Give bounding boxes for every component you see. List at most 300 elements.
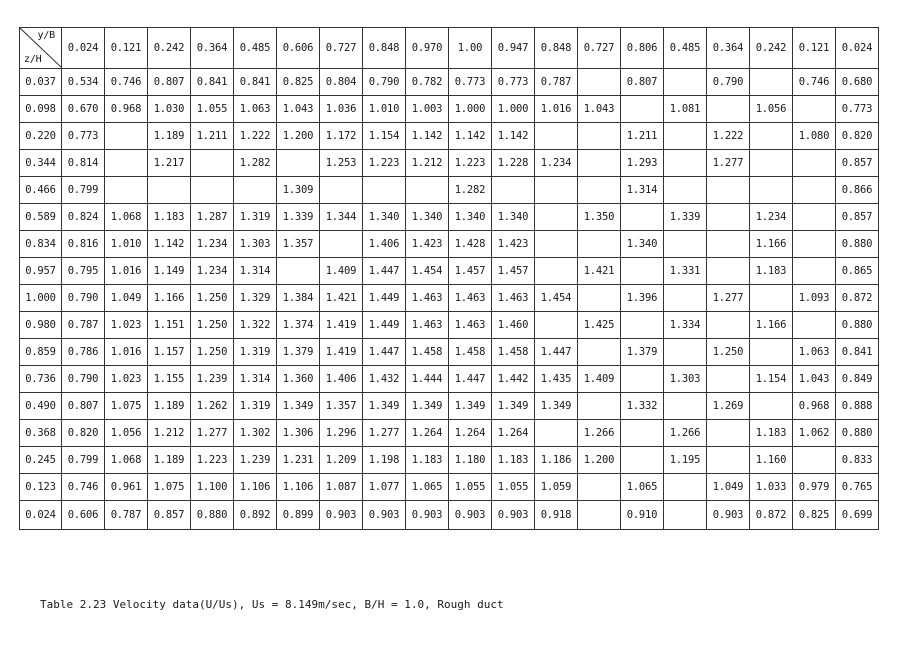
velocity-cell: 1.350 — [578, 204, 621, 231]
velocity-cell: 0.880 — [836, 420, 879, 447]
velocity-cell: 0.787 — [535, 69, 578, 96]
velocity-cell — [664, 69, 707, 96]
velocity-cell: 1.234 — [535, 150, 578, 177]
velocity-cell: 1.234 — [191, 258, 234, 285]
velocity-cell: 1.016 — [105, 258, 148, 285]
velocity-cell: 0.841 — [191, 69, 234, 96]
column-header: 0.947 — [492, 28, 535, 69]
velocity-cell: 0.880 — [836, 312, 879, 339]
row-header-z: 0.859 — [20, 339, 62, 366]
velocity-cell: 1.454 — [406, 258, 449, 285]
velocity-cell — [191, 177, 234, 204]
velocity-cell — [621, 96, 664, 123]
velocity-cell: 1.332 — [621, 393, 664, 420]
velocity-cell: 1.334 — [664, 312, 707, 339]
row-header-z: 0.980 — [20, 312, 62, 339]
velocity-cell: 1.357 — [277, 231, 320, 258]
column-header: 0.606 — [277, 28, 320, 69]
velocity-cell — [105, 123, 148, 150]
velocity-cell — [492, 177, 535, 204]
velocity-cell — [707, 258, 750, 285]
velocity-cell: 1.068 — [105, 204, 148, 231]
velocity-cell: 1.077 — [363, 474, 406, 501]
column-header: 0.024 — [62, 28, 105, 69]
velocity-cell: 1.379 — [277, 339, 320, 366]
velocity-cell: 1.142 — [406, 123, 449, 150]
velocity-cell — [578, 339, 621, 366]
velocity-cell: 1.155 — [148, 366, 191, 393]
velocity-cell: 1.266 — [578, 420, 621, 447]
velocity-cell — [750, 339, 793, 366]
velocity-cell — [535, 312, 578, 339]
velocity-cell — [793, 204, 836, 231]
velocity-table — [19, 27, 879, 530]
velocity-cell: 1.222 — [707, 123, 750, 150]
velocity-cell: 0.773 — [62, 123, 105, 150]
velocity-cell: 1.222 — [234, 123, 277, 150]
velocity-cell: 0.787 — [105, 501, 148, 530]
velocity-cell — [320, 231, 363, 258]
velocity-cell: 0.979 — [793, 474, 836, 501]
velocity-cell — [578, 231, 621, 258]
velocity-cell: 1.250 — [191, 339, 234, 366]
velocity-cell: 1.340 — [406, 204, 449, 231]
velocity-cell: 1.349 — [449, 393, 492, 420]
velocity-cell: 0.961 — [105, 474, 148, 501]
row-header-z: 0.490 — [20, 393, 62, 420]
velocity-cell: 0.841 — [836, 339, 879, 366]
velocity-cell: 0.799 — [62, 177, 105, 204]
velocity-cell: 1.428 — [449, 231, 492, 258]
velocity-cell: 0.680 — [836, 69, 879, 96]
velocity-cell: 1.406 — [363, 231, 406, 258]
velocity-cell: 1.157 — [148, 339, 191, 366]
velocity-cell — [320, 177, 363, 204]
velocity-cell: 1.223 — [449, 150, 492, 177]
velocity-cell: 1.211 — [621, 123, 664, 150]
velocity-cell: 0.790 — [363, 69, 406, 96]
column-header: 0.364 — [191, 28, 234, 69]
header-row — [20, 28, 879, 69]
velocity-cell: 1.186 — [535, 447, 578, 474]
velocity-cell: 1.212 — [406, 150, 449, 177]
velocity-cell: 1.149 — [148, 258, 191, 285]
velocity-table-container — [19, 27, 879, 530]
velocity-cell: 1.360 — [277, 366, 320, 393]
velocity-cell — [664, 339, 707, 366]
velocity-cell: 1.339 — [664, 204, 707, 231]
velocity-cell — [750, 285, 793, 312]
table-row — [20, 177, 879, 204]
velocity-cell: 1.087 — [320, 474, 363, 501]
velocity-cell — [621, 204, 664, 231]
velocity-cell — [707, 420, 750, 447]
velocity-cell: 1.055 — [449, 474, 492, 501]
table-row — [20, 447, 879, 474]
velocity-cell: 1.314 — [234, 258, 277, 285]
velocity-cell: 1.212 — [148, 420, 191, 447]
velocity-cell: 1.303 — [664, 366, 707, 393]
velocity-cell — [105, 150, 148, 177]
velocity-cell: 1.340 — [449, 204, 492, 231]
row-header-z: 1.000 — [20, 285, 62, 312]
velocity-cell: 0.790 — [62, 285, 105, 312]
velocity-cell — [750, 123, 793, 150]
velocity-cell: 0.782 — [406, 69, 449, 96]
velocity-cell: 1.253 — [320, 150, 363, 177]
velocity-cell: 1.189 — [148, 447, 191, 474]
table-row — [20, 312, 879, 339]
velocity-cell: 0.903 — [406, 501, 449, 530]
velocity-cell: 1.063 — [793, 339, 836, 366]
velocity-cell — [406, 177, 449, 204]
velocity-cell: 1.421 — [578, 258, 621, 285]
velocity-cell: 1.463 — [406, 312, 449, 339]
velocity-cell: 0.857 — [148, 501, 191, 530]
velocity-cell: 0.872 — [836, 285, 879, 312]
velocity-cell: 1.055 — [191, 96, 234, 123]
velocity-cell — [578, 150, 621, 177]
velocity-cell: 0.857 — [836, 204, 879, 231]
velocity-cell: 1.183 — [148, 204, 191, 231]
velocity-cell: 1.036 — [320, 96, 363, 123]
velocity-cell — [793, 447, 836, 474]
velocity-cell: 1.409 — [320, 258, 363, 285]
velocity-cell: 1.339 — [277, 204, 320, 231]
velocity-cell — [707, 366, 750, 393]
corner-label-zh: z/H — [24, 54, 42, 65]
velocity-cell: 0.903 — [449, 501, 492, 530]
velocity-cell: 0.903 — [492, 501, 535, 530]
velocity-cell: 1.081 — [664, 96, 707, 123]
column-header: 0.485 — [664, 28, 707, 69]
velocity-cell: 1.262 — [191, 393, 234, 420]
velocity-cell: 1.195 — [664, 447, 707, 474]
row-header-z: 0.344 — [20, 150, 62, 177]
velocity-cell: 1.056 — [105, 420, 148, 447]
velocity-cell: 0.903 — [363, 501, 406, 530]
velocity-cell — [707, 231, 750, 258]
velocity-cell: 1.234 — [750, 204, 793, 231]
velocity-cell: 0.807 — [621, 69, 664, 96]
velocity-cell: 1.349 — [535, 393, 578, 420]
column-header: 0.024 — [836, 28, 879, 69]
velocity-cell: 0.790 — [62, 366, 105, 393]
velocity-cell — [707, 447, 750, 474]
velocity-cell: 1.200 — [578, 447, 621, 474]
velocity-cell — [621, 366, 664, 393]
velocity-cell: 1.010 — [363, 96, 406, 123]
velocity-cell: 1.449 — [363, 285, 406, 312]
velocity-cell: 1.160 — [750, 447, 793, 474]
velocity-cell: 1.282 — [449, 177, 492, 204]
velocity-cell: 1.349 — [406, 393, 449, 420]
velocity-cell: 1.287 — [191, 204, 234, 231]
velocity-cell: 0.804 — [320, 69, 363, 96]
velocity-cell — [578, 69, 621, 96]
velocity-cell: 1.142 — [449, 123, 492, 150]
velocity-cell: 0.799 — [62, 447, 105, 474]
velocity-cell: 1.432 — [363, 366, 406, 393]
velocity-cell — [664, 474, 707, 501]
row-header-z: 0.834 — [20, 231, 62, 258]
velocity-cell — [793, 177, 836, 204]
table-caption: Table 2.23 Velocity data(U/Us), Us = 8.149m/sec, B/H = 1.0, Rough duct — [40, 598, 504, 611]
velocity-cell — [750, 150, 793, 177]
velocity-cell: 1.319 — [234, 204, 277, 231]
velocity-cell: 1.154 — [750, 366, 793, 393]
velocity-cell: 1.166 — [750, 231, 793, 258]
velocity-cell: 1.059 — [535, 474, 578, 501]
velocity-cell: 1.075 — [148, 474, 191, 501]
velocity-cell: 1.075 — [105, 393, 148, 420]
velocity-cell: 0.880 — [836, 231, 879, 258]
velocity-cell: 0.824 — [62, 204, 105, 231]
velocity-cell: 1.043 — [578, 96, 621, 123]
row-header-z: 0.466 — [20, 177, 62, 204]
velocity-cell — [793, 150, 836, 177]
velocity-cell: 0.899 — [277, 501, 320, 530]
table-row — [20, 285, 879, 312]
velocity-cell: 1.423 — [406, 231, 449, 258]
velocity-cell: 0.825 — [277, 69, 320, 96]
velocity-cell: 0.773 — [836, 96, 879, 123]
velocity-cell: 1.180 — [449, 447, 492, 474]
velocity-cell — [621, 258, 664, 285]
velocity-cell — [578, 123, 621, 150]
velocity-cell: 1.250 — [707, 339, 750, 366]
column-header: 1.00 — [449, 28, 492, 69]
velocity-cell: 0.746 — [793, 69, 836, 96]
velocity-cell: 0.746 — [62, 474, 105, 501]
velocity-cell: 1.016 — [535, 96, 578, 123]
row-header-z: 0.957 — [20, 258, 62, 285]
velocity-cell — [750, 69, 793, 96]
velocity-cell: 1.319 — [234, 339, 277, 366]
velocity-cell: 1.357 — [320, 393, 363, 420]
velocity-cell — [535, 231, 578, 258]
velocity-cell: 1.065 — [406, 474, 449, 501]
table-row — [20, 69, 879, 96]
velocity-cell: 1.447 — [363, 258, 406, 285]
velocity-cell: 1.223 — [191, 447, 234, 474]
column-header: 0.848 — [535, 28, 578, 69]
corner-header-cell — [20, 28, 62, 69]
velocity-cell — [535, 177, 578, 204]
velocity-cell: 1.463 — [449, 312, 492, 339]
velocity-cell: 0.807 — [62, 393, 105, 420]
velocity-cell: 0.880 — [191, 501, 234, 530]
velocity-cell — [277, 258, 320, 285]
row-header-z: 0.220 — [20, 123, 62, 150]
velocity-cell: 0.670 — [62, 96, 105, 123]
velocity-cell: 1.043 — [277, 96, 320, 123]
row-header-z: 0.098 — [20, 96, 62, 123]
velocity-cell — [535, 420, 578, 447]
table-row — [20, 123, 879, 150]
velocity-cell — [191, 150, 234, 177]
velocity-cell: 1.264 — [492, 420, 535, 447]
velocity-cell: 0.820 — [62, 420, 105, 447]
velocity-cell: 1.183 — [750, 258, 793, 285]
velocity-cell: 1.421 — [320, 285, 363, 312]
velocity-cell: 1.217 — [148, 150, 191, 177]
velocity-cell: 1.277 — [707, 285, 750, 312]
velocity-cell: 1.211 — [191, 123, 234, 150]
velocity-cell: 1.016 — [105, 339, 148, 366]
velocity-cell: 1.043 — [793, 366, 836, 393]
velocity-cell: 1.023 — [105, 366, 148, 393]
velocity-cell: 1.269 — [707, 393, 750, 420]
row-header-z: 0.123 — [20, 474, 62, 501]
velocity-cell — [535, 204, 578, 231]
velocity-cell: 1.447 — [535, 339, 578, 366]
corner-label-yb: y/B — [37, 30, 55, 41]
velocity-cell — [664, 285, 707, 312]
velocity-cell: 1.340 — [363, 204, 406, 231]
velocity-cell: 1.030 — [148, 96, 191, 123]
velocity-cell: 1.200 — [277, 123, 320, 150]
velocity-cell: 1.183 — [492, 447, 535, 474]
column-header: 0.848 — [363, 28, 406, 69]
velocity-cell: 1.183 — [406, 447, 449, 474]
velocity-cell: 0.910 — [621, 501, 664, 530]
velocity-cell: 1.023 — [105, 312, 148, 339]
velocity-cell: 1.277 — [363, 420, 406, 447]
velocity-cell: 1.444 — [406, 366, 449, 393]
table-row — [20, 501, 879, 530]
velocity-cell: 1.093 — [793, 285, 836, 312]
velocity-cell: 1.322 — [234, 312, 277, 339]
velocity-cell: 0.765 — [836, 474, 879, 501]
velocity-cell: 1.234 — [191, 231, 234, 258]
velocity-cell: 1.463 — [449, 285, 492, 312]
table-row — [20, 393, 879, 420]
velocity-cell: 1.106 — [234, 474, 277, 501]
velocity-cell: 0.534 — [62, 69, 105, 96]
velocity-cell: 1.068 — [105, 447, 148, 474]
velocity-cell: 1.063 — [234, 96, 277, 123]
velocity-cell: 1.056 — [750, 96, 793, 123]
velocity-cell: 1.100 — [191, 474, 234, 501]
velocity-cell — [535, 258, 578, 285]
velocity-cell: 1.264 — [449, 420, 492, 447]
velocity-cell: 1.419 — [320, 312, 363, 339]
velocity-cell: 1.049 — [105, 285, 148, 312]
velocity-cell — [664, 123, 707, 150]
velocity-cell — [793, 312, 836, 339]
velocity-cell: 1.239 — [191, 366, 234, 393]
velocity-cell: 1.172 — [320, 123, 363, 150]
velocity-cell — [793, 231, 836, 258]
velocity-cell — [578, 501, 621, 530]
velocity-cell: 0.814 — [62, 150, 105, 177]
velocity-cell: 1.406 — [320, 366, 363, 393]
velocity-cell: 1.457 — [449, 258, 492, 285]
table-body — [20, 69, 879, 530]
velocity-cell: 1.166 — [750, 312, 793, 339]
velocity-cell: 1.458 — [406, 339, 449, 366]
velocity-cell: 0.795 — [62, 258, 105, 285]
velocity-cell: 1.374 — [277, 312, 320, 339]
velocity-cell: 1.000 — [449, 96, 492, 123]
velocity-cell — [234, 177, 277, 204]
velocity-cell: 1.062 — [793, 420, 836, 447]
velocity-cell: 0.849 — [836, 366, 879, 393]
velocity-cell — [707, 177, 750, 204]
velocity-cell: 1.055 — [492, 474, 535, 501]
velocity-cell: 1.423 — [492, 231, 535, 258]
velocity-cell: 1.396 — [621, 285, 664, 312]
velocity-cell: 1.309 — [277, 177, 320, 204]
velocity-cell: 1.282 — [234, 150, 277, 177]
velocity-cell: 1.349 — [277, 393, 320, 420]
column-header: 0.970 — [406, 28, 449, 69]
velocity-cell: 1.460 — [492, 312, 535, 339]
velocity-cell: 1.302 — [234, 420, 277, 447]
velocity-cell: 0.968 — [105, 96, 148, 123]
velocity-cell: 1.183 — [750, 420, 793, 447]
column-header: 0.727 — [320, 28, 363, 69]
velocity-cell: 1.198 — [363, 447, 406, 474]
velocity-cell: 1.080 — [793, 123, 836, 150]
velocity-cell: 1.223 — [363, 150, 406, 177]
velocity-cell: 0.903 — [707, 501, 750, 530]
velocity-cell: 0.833 — [836, 447, 879, 474]
velocity-cell: 0.888 — [836, 393, 879, 420]
velocity-cell: 0.865 — [836, 258, 879, 285]
velocity-cell — [578, 474, 621, 501]
velocity-cell: 0.918 — [535, 501, 578, 530]
velocity-cell: 1.250 — [191, 285, 234, 312]
velocity-cell: 1.314 — [234, 366, 277, 393]
velocity-cell: 1.454 — [535, 285, 578, 312]
velocity-cell: 1.264 — [406, 420, 449, 447]
velocity-cell: 1.166 — [148, 285, 191, 312]
velocity-cell: 1.239 — [234, 447, 277, 474]
velocity-cell: 1.331 — [664, 258, 707, 285]
velocity-cell: 0.790 — [707, 69, 750, 96]
table-row — [20, 258, 879, 285]
velocity-cell: 1.449 — [363, 312, 406, 339]
velocity-cell — [707, 204, 750, 231]
velocity-cell: 0.786 — [62, 339, 105, 366]
velocity-cell: 0.773 — [492, 69, 535, 96]
velocity-cell: 0.746 — [105, 69, 148, 96]
velocity-cell — [793, 96, 836, 123]
column-header: 0.121 — [105, 28, 148, 69]
velocity-cell: 1.340 — [492, 204, 535, 231]
velocity-cell — [664, 231, 707, 258]
velocity-cell: 1.409 — [578, 366, 621, 393]
velocity-cell: 1.228 — [492, 150, 535, 177]
velocity-cell — [707, 312, 750, 339]
velocity-cell — [664, 501, 707, 530]
velocity-cell — [750, 393, 793, 420]
velocity-cell: 0.820 — [836, 123, 879, 150]
row-header-z: 0.037 — [20, 69, 62, 96]
column-header: 0.364 — [707, 28, 750, 69]
velocity-cell: 1.000 — [492, 96, 535, 123]
velocity-cell: 1.250 — [191, 312, 234, 339]
velocity-cell: 1.435 — [535, 366, 578, 393]
velocity-cell: 1.344 — [320, 204, 363, 231]
velocity-cell: 1.447 — [449, 366, 492, 393]
velocity-cell: 1.463 — [406, 285, 449, 312]
table-row — [20, 204, 879, 231]
table-row — [20, 231, 879, 258]
column-header: 0.242 — [148, 28, 191, 69]
